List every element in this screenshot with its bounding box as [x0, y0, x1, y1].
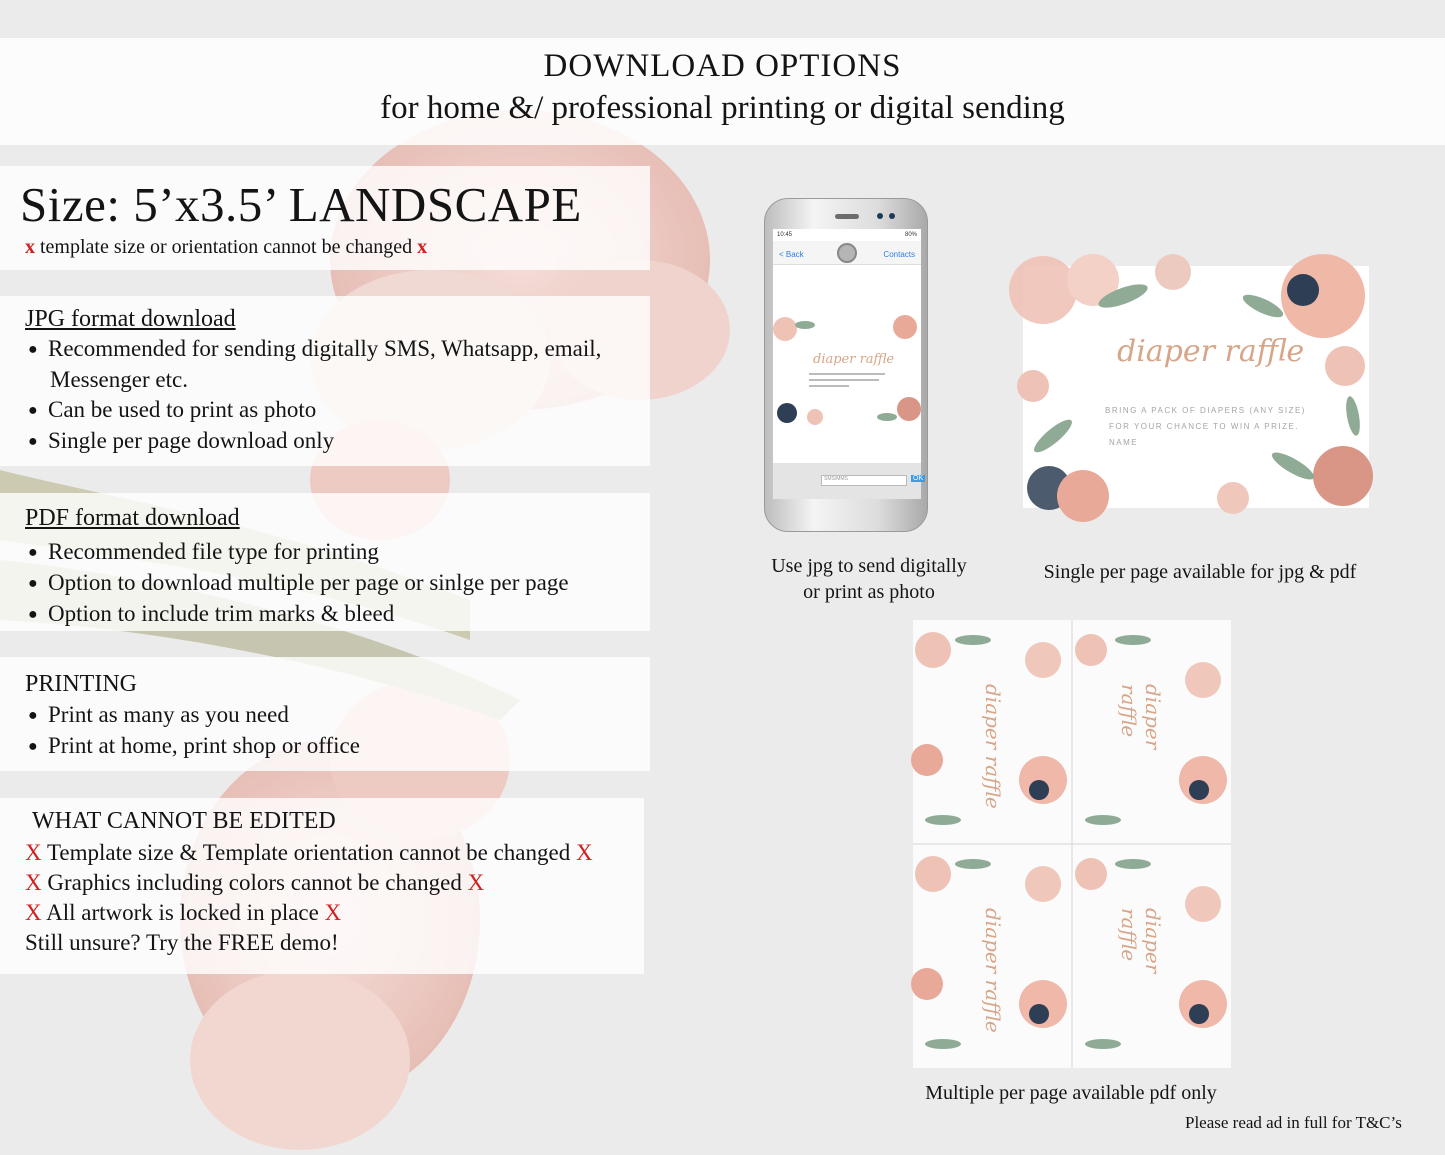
list-item: ● Option to download multiple per page or sinlge per page [28, 568, 569, 599]
phone-speaker [835, 214, 859, 219]
svg-text:diaper raffle: diaper raffle [813, 352, 895, 367]
phone-status-bar [777, 232, 917, 240]
size-panel [0, 166, 650, 270]
printing-heading: PRINTING [25, 671, 137, 697]
edit-restriction-line: X All artwork is locked in place X [25, 900, 342, 925]
card-line: NAME [1109, 438, 1139, 447]
card-line: FOR YOUR CHANCE TO WIN A PRIZE. [1109, 422, 1300, 431]
edit-restriction-line: X Template size & Template orientation cannot be changed X [25, 840, 593, 865]
printing-panel [0, 657, 650, 771]
phone-battery: 80% [904, 232, 917, 238]
size-note-text: template size or orientation cannot be changed [40, 236, 413, 258]
bullet-icon: ● [28, 544, 38, 561]
demo-prompt: Still unsure? Try the FREE demo! [25, 930, 339, 955]
page-title: DOWNLOAD OPTIONS [543, 48, 902, 84]
editing-panel [0, 798, 644, 974]
phone-send-button: OK [913, 475, 924, 482]
card-title: diaper raffle [981, 684, 1005, 809]
list-item: ● Single per page download only [28, 426, 601, 457]
floral-frame-illustration [1023, 266, 1369, 508]
terms-footnote: Please read ad in full for T&C’s [1185, 1113, 1402, 1132]
list-item: ● Recommended file type for printing [28, 537, 569, 568]
list-item: ● Option to include trim marks & bleed [28, 599, 569, 630]
single-card-preview [1023, 266, 1369, 508]
phone-message-input: SMS/MMS [821, 475, 907, 486]
bullet-icon: ● [28, 575, 38, 592]
printing-bullet-list [28, 700, 360, 762]
bullet-icon: ● [28, 606, 38, 623]
list-item: ● Print as many as you need [28, 700, 360, 731]
x-mark-icon: X [25, 840, 42, 865]
pdf-heading: PDF format download [25, 505, 240, 531]
size-title: Size: 5’x3.5’ LANDSCAPE [20, 177, 582, 232]
x-mark-icon: x [417, 236, 428, 258]
phone-mockup [764, 198, 928, 532]
bullet-icon: ● [28, 707, 38, 724]
list-item: ● Print at home, print shop or office [28, 731, 360, 762]
multiple-caption: Multiple per page available pdf only [925, 1082, 1217, 1104]
jpg-panel [0, 296, 650, 466]
phone-screen [773, 229, 924, 499]
x-mark-icon: X [575, 840, 593, 865]
phone-sensor [877, 213, 883, 219]
card-title: diaper raffle [1117, 334, 1305, 369]
x-mark-icon: X [467, 870, 485, 895]
phone-caption: Use jpg to send digitally or print as photo [771, 555, 967, 603]
list-item-continuation: Messenger etc. [50, 367, 188, 392]
size-note [25, 236, 427, 259]
multi-card-illustration [913, 620, 1231, 1068]
jpg-heading: JPG format download [25, 306, 236, 332]
multi-card-sheet [913, 620, 1231, 1068]
page-subtitle: for home &/ professional printing or digital sending [380, 90, 1065, 126]
header-band [0, 38, 1445, 145]
card-title: diaper raffle [1117, 908, 1165, 974]
bullet-icon: ● [28, 738, 38, 755]
card-title: diaper raffle [981, 908, 1005, 1033]
edit-restriction-line: X Graphics including colors cannot be changed X [25, 870, 485, 895]
x-mark-icon: X [324, 900, 342, 925]
phone-back-link: < Back [779, 250, 804, 259]
bullet-icon: ● [28, 402, 38, 419]
phone-contacts-link: Contacts [883, 250, 915, 259]
list-item: ● Recommended for sending digitally SMS, Whatsapp, email, [28, 334, 601, 365]
phone-card-preview [775, 317, 919, 425]
bullet-icon: ● [28, 433, 38, 450]
phone-nav-bar [773, 241, 921, 265]
pdf-panel [0, 493, 650, 631]
jpg-bullet-list [28, 334, 601, 457]
list-item: ● Can be used to print as photo [28, 395, 601, 426]
bullet-icon: ● [28, 341, 38, 358]
editing-heading: WHAT CANNOT BE EDITED [32, 808, 336, 834]
phone-camera [889, 213, 895, 219]
phone-time: 10:45 [777, 232, 793, 238]
x-mark-icon: X [25, 870, 42, 895]
pdf-bullet-list [28, 537, 569, 630]
person-icon [837, 243, 857, 263]
card-line: BRING A PACK OF DIAPERS (ANY SIZE) [1105, 406, 1306, 415]
card-title: diaper raffle [1117, 684, 1165, 750]
phone-message-bar [773, 463, 924, 499]
x-mark-icon: X [25, 900, 42, 925]
single-caption: Single per page available for jpg & pdf [1043, 561, 1357, 583]
x-mark-icon: x [25, 236, 35, 258]
